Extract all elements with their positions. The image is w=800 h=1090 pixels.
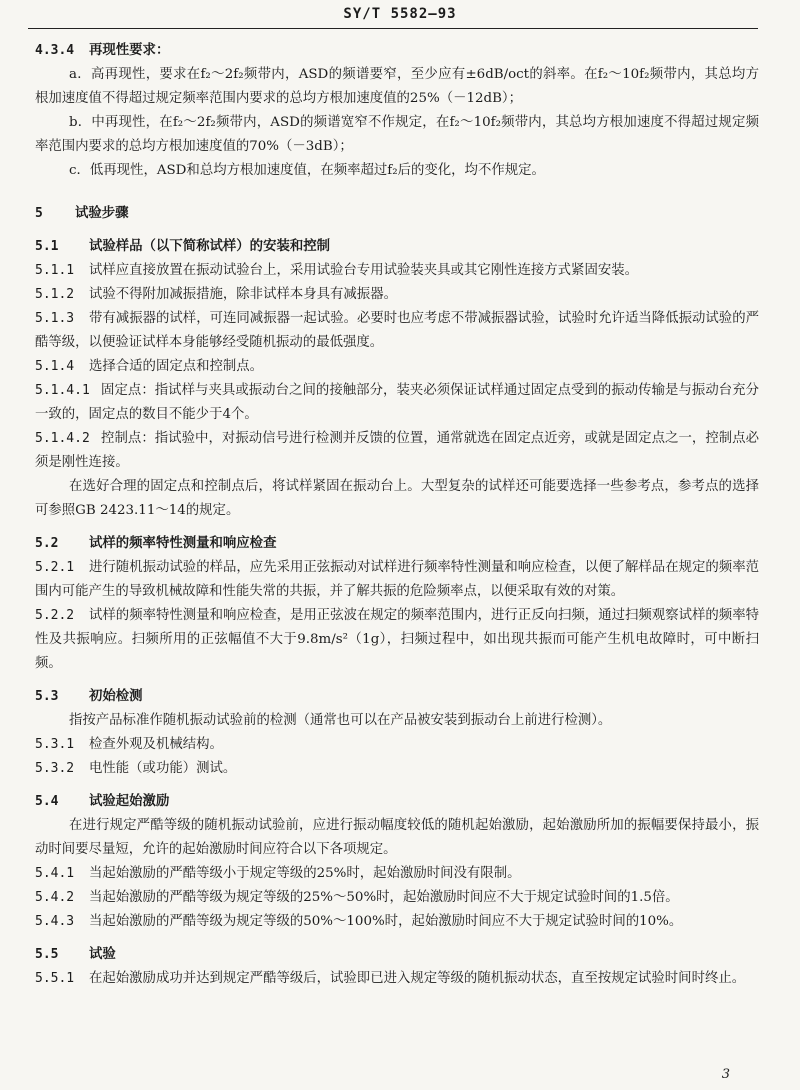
clause-5-5-1: 5.5.1 在起始激励成功并达到规定严酷等级后，试验即已进入规定等级的随机振动状态，直至按规定试验时间时终止。 bbox=[35, 971, 746, 986]
clause-4-3-4-c: c．低再现性，ASD和总均方根加速度值，在频率超过f₂后的变化，均不作规定。 bbox=[69, 163, 545, 178]
page-number: 3 bbox=[721, 1067, 730, 1082]
clause-5-1-1: 5.1.1 试样应直接放置在振动试验台上，采用试验台专用试验装夹具或其它刚性连接方式紧固安装。 bbox=[35, 263, 639, 278]
clause-5-2-2: 5.2.2 试样的频率特性测量和响应检查，是用正弦波在规定的频率范围内，进行正反向扫频，通过扫频观察试样的频率特性及共振响应。扫频所用的正弦幅值不大于9.8m/s²（1g），扫频过程中，如出现共振而可能产生机电故障时，可中断扫频。 bbox=[35, 608, 759, 671]
section-5-5-heading: 5.5 试验 bbox=[35, 946, 116, 962]
section-5-4-heading: 5.4 试验起始激励 bbox=[35, 793, 170, 809]
clause-4-3-4: 4.3.4 再现性要求： bbox=[35, 42, 170, 58]
clause-5-4-1: 5.4.1 当起始激励的严酷等级小于规定等级的25%时，起始激励时间没有限制。 bbox=[35, 866, 521, 881]
clause-5-1-4: 5.1.4 选择合适的固定点和控制点。 bbox=[35, 359, 264, 374]
clause-5-1-4-note: 在选好合理的固定点和控制点后，将试样紧固在振动台上。大型复杂的试样还可能要选择一些参考点，参考点的选择可参照GB 2423.11～14的规定。 bbox=[35, 479, 759, 518]
section-5-1-heading: 5.1 试验样品（以下简称试样）的安装和控制 bbox=[35, 238, 331, 254]
document-body bbox=[35, 36, 759, 991]
clause-5-1-4-2: 5.1.4.2 控制点：指试验中，对振动信号进行检测并反馈的位置，通常就选在固定点近旁，或就是固定点之一，控制点必须是刚性连接。 bbox=[35, 431, 759, 470]
section-5-2-heading: 5.2 试样的频率特性测量和响应检查 bbox=[35, 535, 277, 551]
header-rule bbox=[28, 28, 758, 29]
clause-5-4-3: 5.4.3 当起始激励的严酷等级为规定等级的50%～100%时，起始激励时间应不大于规定试验时间的10%。 bbox=[35, 914, 683, 929]
clause-5-4-2: 5.4.2 当起始激励的严酷等级为规定等级的25%～50%时，起始激励时间应不大于规定试验时间的1.5倍。 bbox=[35, 890, 679, 905]
clause-5-1-3: 5.1.3 带有减振器的试样，可连同减振器一起试验。必要时也应考虑不带减振器试验，试验时允许适当降低振动试验的严酷等级，以便验证试样本身能够经受随机振动的最低强度。 bbox=[35, 311, 759, 350]
clause-4-3-4-b: b．中再现性，在f₂～2f₂频带内，ASD的频谱宽窄不作规定，在f₂～10f₂频带内，其总均方根加速度不得超过规定频率范围内要求的总均方根加速度值的70%（－3dB）； bbox=[35, 115, 759, 154]
clause-5-1-2: 5.1.2 试验不得附加减振措施，除非试样本身具有减振器。 bbox=[35, 287, 397, 302]
clause-4-3-4-a: a．高再现性，要求在f₂～2f₂频带内，ASD的频谱要窄，至少应有±6dB/oct的斜率。在f₂～10f₂频带内，其总均方根加速度值不得超过规定频率范围内要求的总均方根加速度值的25%（－12dB）； bbox=[35, 67, 759, 106]
clause-5-3-1: 5.3.1 检查外观及机械结构。 bbox=[35, 737, 223, 752]
clause-5-2-1: 5.2.1 进行随机振动试验的样品，应先采用正弦振动对试样进行频率特性测量和响应检查，以便了解样品在规定的频率范围内可能产生的导致机械故障和性能失常的共振，并了解共振的危险频率点，以便采取有效的对策。 bbox=[35, 560, 759, 599]
clause-5-3-intro: 指按产品标准作随机振动试验前的检测（通常也可以在产品被安装到振动台上前进行检测）。 bbox=[69, 713, 612, 728]
clause-5-4-intro: 在进行规定严酷等级的随机振动试验前，应进行振动幅度较低的随机起始激励，起始激励所加的振幅要保持最小，振动时间要尽量短，允许的起始激励时间应符合以下各项规定。 bbox=[35, 818, 759, 857]
standard-code-header: SY/T 5582—93 bbox=[343, 6, 457, 22]
section-5-3-heading: 5.3 初始检测 bbox=[35, 688, 143, 704]
clause-5-3-2: 5.3.2 电性能（或功能）测试。 bbox=[35, 761, 237, 776]
clause-5-1-4-1: 5.1.4.1 固定点：指试样与夹具或振动台之间的接触部分，装夹必须保证试样通过固定点受到的振动传输是与振动台充分一致的，固定点的数目不能少于4个。 bbox=[35, 383, 759, 422]
section-5-heading: 5 试验步骤 bbox=[35, 205, 129, 221]
